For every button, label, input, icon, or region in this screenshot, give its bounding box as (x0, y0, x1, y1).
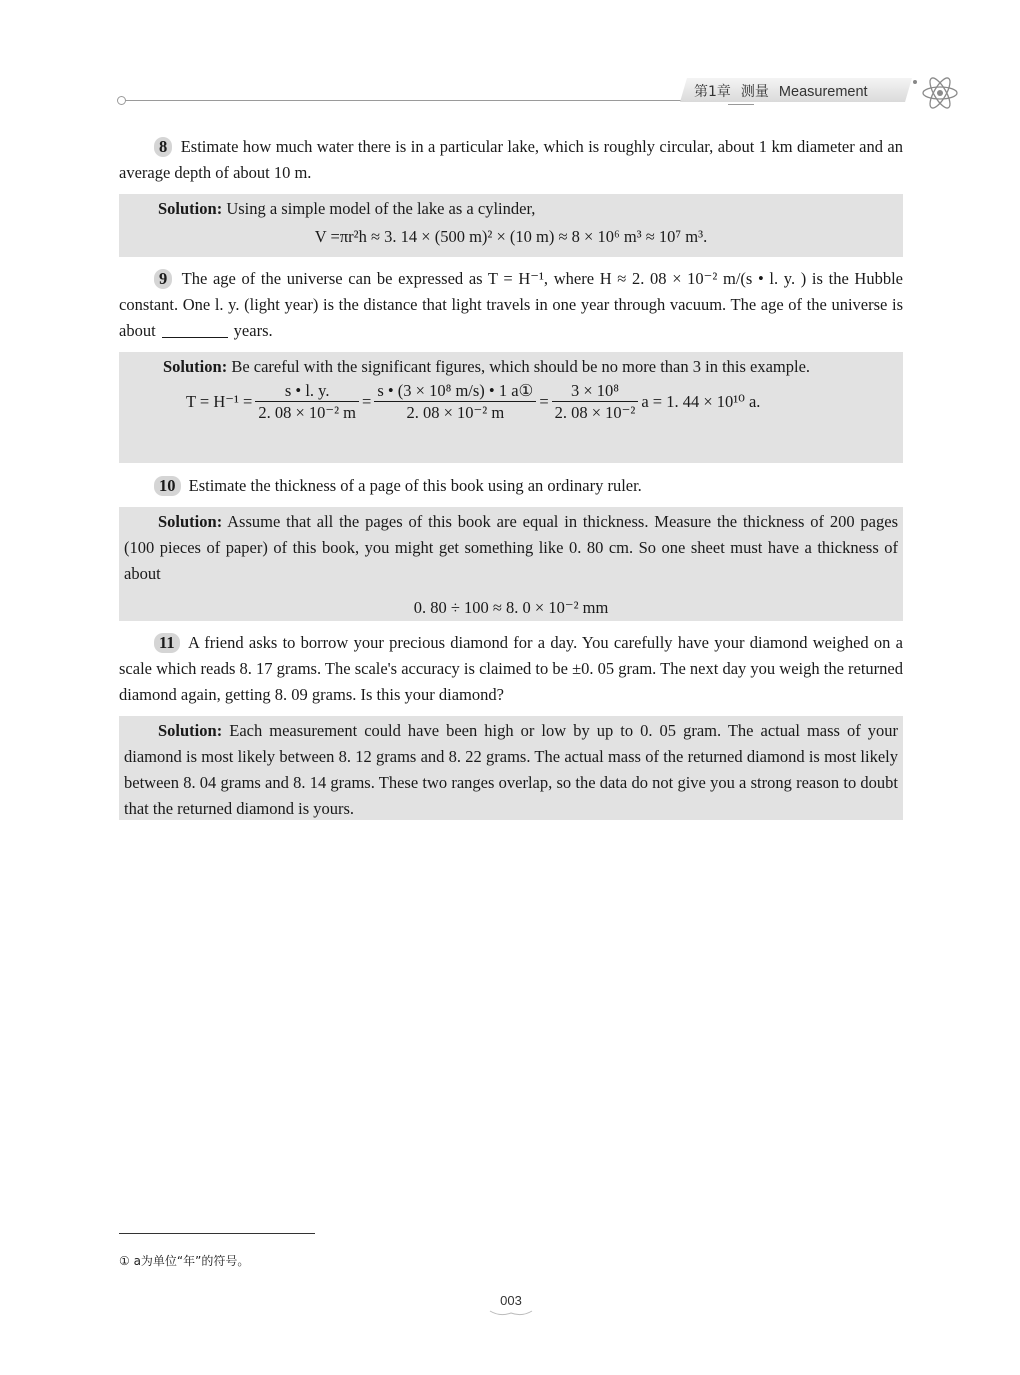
solution-11 (119, 716, 903, 820)
solution-10 (119, 507, 903, 621)
fraction-2 (374, 380, 536, 423)
formula-lhs: T = H⁻¹ = (186, 391, 253, 411)
header-underline (728, 104, 754, 105)
fraction-denominator: 2. 08 × 10⁻² m (406, 403, 505, 422)
fraction-numerator: 3 × 10⁸ (552, 380, 639, 402)
chapter-number: 第1章 (694, 84, 731, 100)
fraction-numerator: s • l. y. (255, 380, 359, 402)
question-text: Estimate how much water there is in a particular lake, which is roughly circular, about 1 km diameter and an average depth of about 10 m. (119, 137, 903, 182)
question-text-end: years. (233, 321, 273, 340)
fraction-1 (255, 380, 359, 423)
formula-rhs: a = 1. 44 × 10¹⁰ a. (641, 391, 761, 411)
formula-volume: V =πr²h ≈ 3. 14 × (500 m)² × (10 m) ≈ 8 × 10⁶ m³ ≈ 10⁷ m³. (314, 227, 708, 246)
fraction-denominator: 2. 08 × 10⁻² (554, 403, 636, 422)
answer-blank[interactable] (162, 323, 228, 338)
fraction-denominator: 2. 08 × 10⁻² m (258, 403, 357, 422)
formula-age: T = H⁻¹ = $\frac{s • l. y.}{\text{2. 08 × 10⁻² m}}$ = $\frac{\text{s • (3 × 10⁸ m/s) • 1 a①}}{\text{2. 08 × 10⁻² m}}$ = $\frac{\text{3 × 10⁸}}{\text{2. 08 × 10⁻²}}$ a = 1. 44 × 10¹⁰ a. (186, 381, 761, 422)
solution-8 (119, 194, 903, 257)
footnote-rule (119, 1233, 315, 1234)
solution-label: Solution: (158, 512, 223, 531)
page-number: 003 (500, 1293, 522, 1308)
question-8 (119, 134, 903, 186)
chapter-title-en: Measurement (778, 84, 868, 100)
solution-label: Solution: (158, 721, 223, 740)
atom-icon (920, 73, 960, 113)
header-rule-dot (117, 96, 126, 105)
question-11 (119, 630, 903, 708)
solution-text: Assume that all the pages of this book are equal in thickness. Measure the thickness of 200 pages (100 pieces of paper) of this book, you might get something like 0. 80 cm. So one sheet must have a thickness of about (124, 512, 899, 583)
solution-label: Solution: (163, 357, 228, 376)
question-number: 11 (154, 633, 180, 653)
header-rule (120, 100, 690, 101)
fraction-3 (552, 380, 639, 423)
formula-thickness: 0. 80 ÷ 100 ≈ 8. 0 × 10⁻² mm (413, 598, 609, 617)
header-dot (913, 80, 917, 84)
question-text: The age of the universe can be expressed as T = H⁻¹, where H ≈ 2. 08 × 10⁻² m/(s • l. y. ) is the Hubble constant. One l. y. (light year) is the distance that light travels in one year through vacuum. The age of the universe is about (119, 269, 904, 340)
question-10 (119, 473, 903, 499)
question-number: 10 (154, 476, 181, 496)
page-number-ornament (488, 1309, 534, 1317)
solution-label: Solution: (158, 199, 223, 218)
solution-text: Each measurement could have been high or low by up to 0. 05 gram. The actual mass of your diamond is most likely between 8. 12 grams and 8. 22 grams. The actual mass of the returned diamond is most likely between 8. 04 grams and 8. 14 grams. These two ranges overlap, so the data do not give you a strong reason to doubt that the returned diamond is yours. (124, 721, 898, 818)
question-text: A friend asks to borrow your precious diamond for a day. You carefully have your diamond weighed on a scale which reads 8. 17 grams. The scale's accuracy is claimed to be ±0. 05 gram. The next day you weigh the returned diamond again, getting 8. 09 grams. Is this your diamond? (119, 633, 903, 704)
fraction-numerator: s • (3 × 10⁸ m/s) • 1 a① (374, 380, 536, 402)
question-number: 9 (154, 269, 172, 289)
solution-text: Be careful with the significant figures, which should be no more than 3 in this example. (231, 357, 811, 376)
chapter-heading (694, 81, 868, 101)
solution-text: Using a simple model of the lake as a cylinder, (226, 199, 536, 218)
question-9 (119, 266, 903, 344)
question-text: Estimate the thickness of a page of this book using an ordinary ruler. (188, 476, 642, 495)
solution-9 (119, 352, 903, 463)
question-number: 8 (154, 137, 172, 157)
chapter-title-cn: 测量 (740, 84, 769, 100)
footnote: ① a为单位“年”的符号。 (119, 1254, 250, 1268)
